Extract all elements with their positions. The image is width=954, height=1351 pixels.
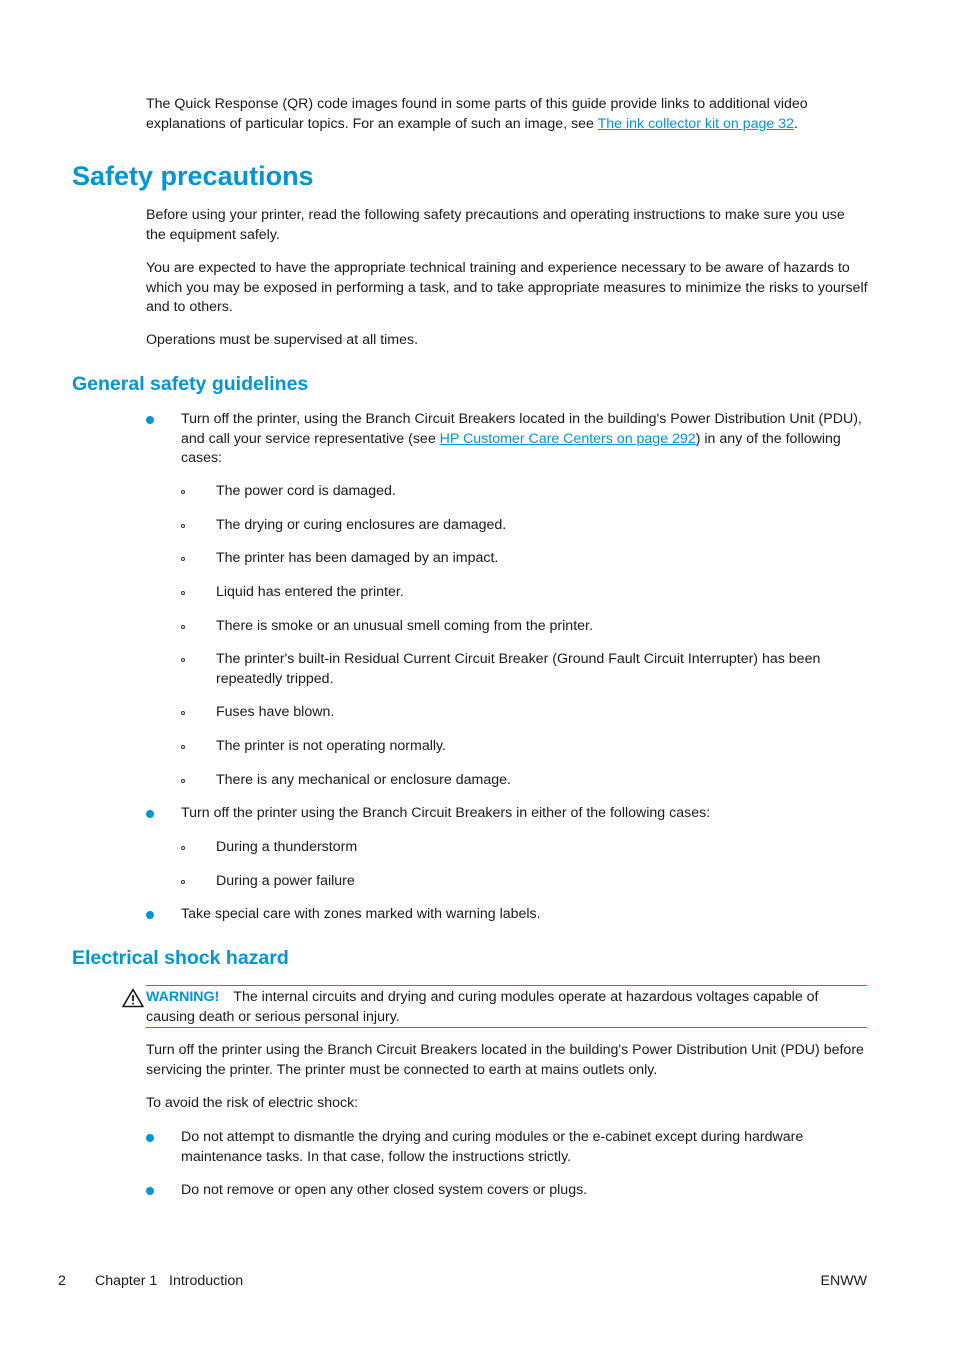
sub-item: There is smoke or an unusual smell coming from the printer. [216,618,593,634]
sub-item: The printer's built-in Residual Current Circuit Breaker (Ground Fault Circuit Interrupter) has been repeatedly tripped. [216,651,821,687]
warning-label: WARNING! [146,989,220,1005]
sub-item: Fuses have blown. [216,704,335,720]
sub-item: During a thunderstorm [216,839,358,855]
sub-bullet-marker [181,880,185,884]
sub-bullet-marker [181,658,185,662]
general-safety-heading: General safety guidelines [72,373,309,395]
bullet-marker [146,1187,154,1195]
sub-bullet-marker [181,711,185,715]
sub-bullet-marker [181,745,185,749]
electrical-paragraph-1: Turn off the printer using the Branch Circuit Breakers located in the building's Power Distribution Unit (PDU) before servicing the printer. The printer must be connected to earth at mains outlets only. [146,1042,864,1078]
footer-chapter: Chapter 1 [95,1273,158,1289]
sub-item: During a power failure [216,873,355,889]
warning-triangle-icon [122,988,144,1008]
electrical-bullet-2: Do not remove or open any other closed system covers or plugs. [181,1182,588,1198]
sub-bullet-marker [181,625,185,629]
intro-paragraph: The Quick Response (QR) code images found in some parts of this guide provide links to additional video explanations of particular topics. For an example of such an image, see The ink collector kit on page 32. [146,96,808,132]
sub-item: There is any mechanical or enclosure damage. [216,772,511,788]
safety-precautions-heading: Safety precautions [72,161,314,191]
bullet-marker [146,1134,154,1142]
warning-bottom-rule [146,1027,867,1028]
sub-item: Liquid has entered the printer. [216,584,404,600]
sub-item: The printer is not operating normally. [216,738,446,754]
warning-top-rule [146,985,867,986]
sub-bullet-marker [181,490,185,494]
sub-item: The power cord is damaged. [216,483,396,499]
sub-bullet-marker [181,846,185,850]
general-bullet-1: Turn off the printer, using the Branch Circuit Breakers located in the building's Power Distribution Unit (PDU), and call your service representative (see HP Customer Care Centers on page 292) in any of the following cases: [181,411,862,467]
safety-paragraph-1: Before using your printer, read the following safety precautions and operating instructions to make sure you use the equipment safely. [146,207,845,243]
sub-item: The printer has been damaged by an impact. [216,550,499,566]
ink-collector-kit-link[interactable]: The ink collector kit on page 32 [597,115,794,132]
sub-item: The drying or curing enclosures are damaged. [216,517,507,533]
sub-bullet-marker [181,557,185,561]
sub-bullet-marker [181,591,185,595]
bullet-marker [146,911,154,919]
electrical-paragraph-2: To avoid the risk of electric shock: [146,1095,359,1111]
footer-page-number: 2 [58,1273,66,1289]
sub-bullet-marker [181,779,185,783]
safety-paragraph-2: You are expected to have the appropriate technical training and experience necessary to be aware of hazards to which you may be exposed in performing a task, and to take appropriate measures to minimize the risks to yourself and to others. [146,260,868,316]
sub-bullet-marker [181,524,185,528]
bullet-marker [146,810,154,818]
warning-note: WARNING! The internal circuits and drying and curing modules operate at hazardous voltages capable of causing death or serious personal injury. [146,989,819,1025]
bullet-marker [146,416,154,424]
general-bullet-3: Take special care with zones marked with warning labels. [181,906,541,922]
electrical-shock-heading: Electrical shock hazard [72,947,289,969]
general-bullet-2: Turn off the printer using the Branch Circuit Breakers in either of the following cases: [181,805,711,821]
footer-code: ENWW [820,1273,867,1289]
footer-section: Introduction [169,1273,244,1289]
electrical-bullet-1: Do not attempt to dismantle the drying and curing modules or the e-cabinet except during hardware maintenance tasks. In that case, follow the instructions strictly. [181,1129,804,1165]
customer-care-link[interactable]: HP Customer Care Centers on page 292 [439,430,696,447]
safety-paragraph-3: Operations must be supervised at all times. [146,332,419,348]
